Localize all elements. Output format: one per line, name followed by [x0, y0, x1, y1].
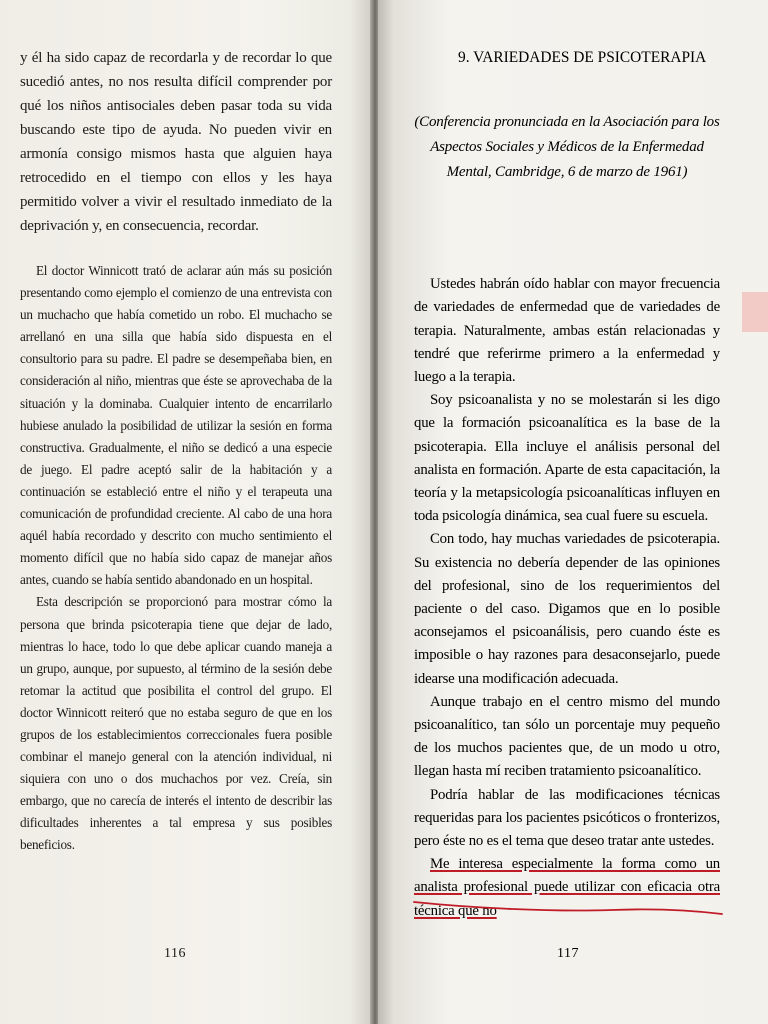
left-paragraph-description: Esta descripción se proporcionó para mostrar cómo la persona que brinda psicoterapia tiene que dejar de lado, mientras lo hace, todo lo que debe aplicar cuando maneja a un grupo, aunque, por supuesto, al término de la sesión debe retomar la actitud que posibilita el control del grupo. El doctor Winnicott reiteró que no estaba seguro de que en los grupos de los establecimientos correccionales fuera posible combinar el manejo general con la atención individual, ni siquiera con uno o dos muchachos por vez. Creía, sin embargo, que no carecía de interés el intento de describir las dificultades inherentes a tal empresa y sus posibles beneficios.: [20, 594, 332, 853]
page-number-left: 116: [164, 946, 186, 961]
left-page: [0, 0, 372, 1024]
right-paragraph-4: Aunque trabajo en el centro mismo del mundo psicoanalítico, tan sólo un porcentaje muy pequeño de los muchos pacientes que, de un modo u otro, llegan hasta mí reciben tratamiento psicoanalítico.: [414, 693, 720, 780]
right-paragraph-2: Soy psicoanalista y no se molestarán si les digo que la formación psicoanalítica es la base de la psicoterapia. Ella incluye el análisis personal del analista en formación. Aparte de esta capacitación, la teoría y la metapsicología psicoanalíticas influyen en toda psicología dinámica, sea cual fuere su escuela.: [414, 392, 720, 525]
right-paragraph-5: Podría hablar de las modificaciones técnicas requeridas para los pacientes psicóticos o fronterizos, pero éste no es el tema que deseo tratar ante ustedes.: [414, 786, 720, 850]
chapter-subtitle: (Conferencia pronunciada en la Asociación para los Aspectos Sociales y Médicos de la Enfermedad Mental, Cambridge, 6 de marzo de 1961): [414, 114, 720, 181]
right-paragraph-1: Ustedes habrán oído hablar con mayor frecuencia de variedades de enfermedad que de variedades de terapia. Naturalmente, ambas están relacionadas y tendré que referirme primero a la enfermedad y luego a la terapia.: [414, 276, 720, 386]
left-lead-paragraph: y él ha sido capaz de recordarla y de recordar lo que sucedió antes, no nos resulta difícil comprender por qué los niños antisociales deben pasar toda su vida buscando este tipo de ayuda. No pueden vivir en armonía consigo mismos hasta que alguien haya retrocedido en el tiempo con ellos y les haya permitido volver a vivir el resultado inmediato de la deprivación y, en consecuencia, recordar.: [20, 50, 332, 234]
right-paragraph-3: Con todo, hay muchas variedades de psicoterapia. Su existencia no debería depender de las opiniones del profesional, sino de los requerimientos del paciente o del caso. Digamos que en lo posible aconsejamos el psicoanálisis, pero cuando éste es imposible o hay razones para desaconsejarlo, puede idearse una modificación adecuada.: [414, 531, 720, 687]
right-page-text: [414, 46, 720, 923]
left-page-text: [20, 46, 332, 857]
left-paragraph-winnicott-example: El doctor Winnicott trató de aclarar aún más su posición presentando como ejemplo el comienzo de una entrevista con un muchacho que había cometido un robo. El muchacho se arrellanó en una silla que había sido dispuesta en el consultorio para su padre. El padre se desempeñaba bien, en consideración al niño, mientras que éste se aprovechaba de la situación y la dominaba. Cualquier intento de encarrilarlo hubiese anulado la posibilidad de utilizar la sesión en forma constructiva. Gradualmente, el niño se dedicó a una especie de juego. El padre aceptó salir de la habitación y a continuación se estableció entre el niño y el terapeuta una comunicación de profundidad creciente. Al cabo de una hora aquél había recordado y descrito con mucho sentimiento el momento difícil que no había sido capaz de manejar años antes, cuando se había sentido abandonado en un hospital.: [20, 263, 332, 588]
page-number-right: 117: [557, 946, 579, 961]
red-underlined-text: Me interesa especialmente la forma como un analista profesional puede utilizar con eficacia otra técnica que no: [414, 856, 720, 919]
chapter-title: 9. VARIEDADES DE PSICOTERAPIA: [458, 49, 707, 66]
page-edge-tab: [742, 292, 768, 332]
red-pen-underline: [412, 898, 724, 920]
